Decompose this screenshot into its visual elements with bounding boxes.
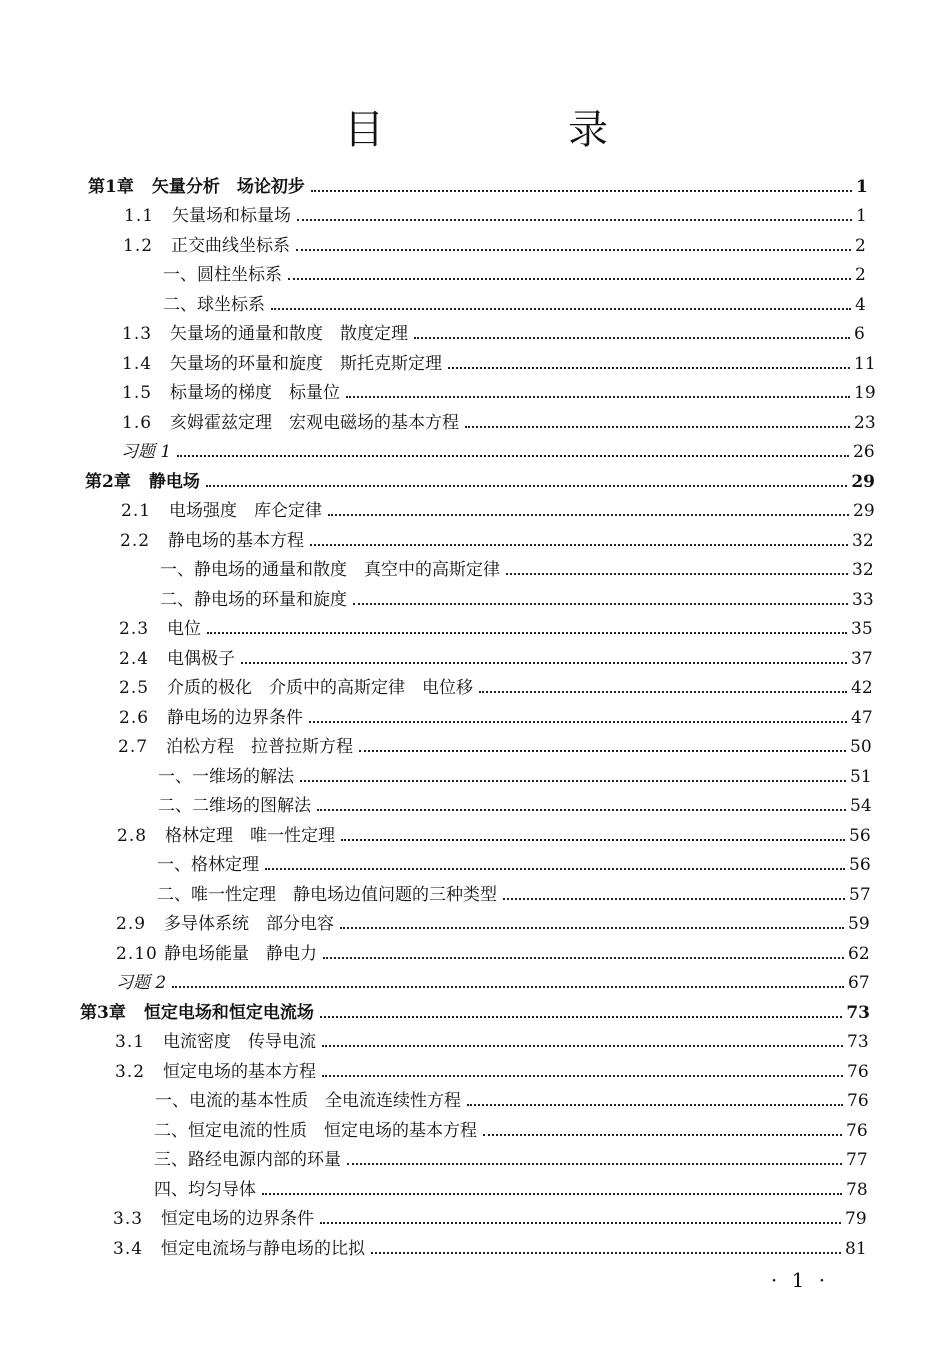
toc-entry-number: 1.4	[122, 353, 153, 374]
toc-entry-page: 35	[851, 619, 873, 639]
toc-entry-page: 50	[850, 737, 872, 757]
toc-entry-label	[115, 1032, 316, 1052]
dot-leader	[341, 839, 845, 841]
toc-entry-page: 29	[851, 471, 875, 492]
toc-entry-title: 静电场能量 静电力	[164, 943, 317, 964]
toc-entry-label	[124, 206, 291, 226]
toc-entry-page: 32	[852, 560, 874, 580]
dot-leader	[347, 1163, 842, 1165]
toc-entry	[0, 256, 877, 286]
toc-entry-title: 正交曲线坐标系	[171, 235, 290, 256]
toc-entry	[0, 403, 876, 433]
toc-entry-page: 79	[845, 1209, 867, 1229]
toc-entry-page: 23	[854, 412, 876, 433]
toc-entry-page: 81	[845, 1238, 867, 1259]
toc-entry	[0, 669, 873, 699]
toc-entry-label	[160, 590, 347, 610]
toc-entry	[0, 521, 874, 551]
toc-entry-title: 恒定电流场与静电场的比拟	[161, 1238, 365, 1259]
toc-entry-number: 1.5	[122, 383, 153, 403]
toc-entry-title: 习题 1	[121, 442, 172, 462]
toc-entry-title: 二、二维场的图解法	[158, 796, 311, 816]
toc-entry	[0, 344, 876, 374]
toc-entry	[0, 551, 874, 581]
dot-leader	[172, 986, 844, 988]
toc-entry-number: 2.4	[119, 648, 150, 669]
toc-entry-number: 1.2	[123, 235, 154, 256]
toc-entry	[0, 580, 874, 610]
toc-entry-label	[158, 796, 311, 816]
toc-entry-title: 二、恒定电流的性质 恒定电场的基本方程	[154, 1120, 477, 1141]
toc-entry	[0, 197, 878, 227]
toc-entry	[0, 462, 875, 492]
toc-entry	[0, 816, 871, 846]
toc-entry	[0, 1200, 867, 1230]
toc-entry-title: 格林定理 唯一性定理	[165, 825, 335, 846]
dot-leader	[262, 1193, 842, 1195]
toc-entry-title: 二、唯一性定理 静电场边值问题的三种类型	[157, 884, 497, 905]
dot-leader	[300, 780, 846, 782]
toc-entry-label	[119, 649, 235, 669]
toc-entry-title: 电流密度 传导电流	[163, 1032, 316, 1052]
toc-entry-label	[113, 1209, 314, 1229]
dot-leader	[177, 455, 849, 457]
toc-entry-label	[116, 914, 334, 934]
toc-entry-title: 电偶极子	[167, 648, 235, 669]
dot-leader	[296, 249, 851, 251]
toc-entry-label	[122, 383, 340, 403]
dot-leader	[503, 898, 845, 900]
toc-entry-label	[118, 737, 353, 757]
toc-entry-title: 矢量分析 场论初步	[151, 176, 305, 197]
toc-entry-page: 62	[848, 943, 870, 964]
dot-leader	[506, 573, 848, 575]
toc-entry	[0, 905, 870, 935]
dot-leader	[320, 1222, 841, 1224]
toc-entry-page: 67	[848, 973, 870, 993]
toc-entry-label	[157, 855, 259, 875]
toc-entry	[0, 1229, 867, 1259]
toc-entry	[0, 1170, 868, 1200]
toc-entry-number: 第3章	[80, 1002, 126, 1023]
toc-entry-label	[155, 1091, 461, 1111]
toc-entry-title: 二、球坐标系	[163, 294, 265, 315]
toc-entry-label	[154, 1121, 477, 1141]
toc-entry-title: 一、格林定理	[157, 855, 259, 875]
toc-entry-page: 76	[846, 1120, 868, 1141]
dot-leader	[322, 1075, 843, 1077]
toc-entry-page: 42	[851, 678, 873, 698]
toc-entry	[0, 728, 872, 758]
toc-entry-title: 泊松方程 拉普拉斯方程	[166, 737, 353, 757]
toc-entry-label	[119, 708, 303, 728]
toc-entry	[0, 875, 871, 905]
toc-entry-label	[115, 1062, 316, 1082]
dot-leader	[207, 632, 847, 634]
page-title: 目 录	[344, 107, 680, 153]
toc-entry-number: 2.6	[119, 707, 150, 728]
toc-entry-title: 多导体系统 部分电容	[164, 914, 334, 934]
dot-leader	[241, 662, 847, 664]
dot-leader	[479, 691, 847, 693]
toc-entry-page: 54	[850, 796, 872, 816]
toc-entry-page: 1	[856, 176, 868, 197]
dot-leader	[309, 721, 847, 723]
toc-entry	[0, 1082, 869, 1112]
toc-entry-number: 1.1	[124, 206, 155, 226]
toc-entry-title: 标量场的梯度 标量位	[170, 383, 340, 403]
toc-entry	[0, 787, 872, 817]
toc-entry-page: 19	[854, 383, 876, 403]
dot-leader	[323, 957, 844, 959]
toc-entry-label	[163, 295, 265, 315]
toc-entry-page: 29	[853, 501, 875, 521]
toc-entry-page: 4	[855, 294, 866, 315]
toc-entry-label	[122, 413, 459, 433]
toc-entry-title: 四、均匀导体	[154, 1179, 256, 1200]
toc-entry	[0, 610, 873, 640]
toc-entry-page: 78	[846, 1179, 868, 1200]
toc-entry-page: 37	[851, 648, 873, 669]
toc-entry-label	[123, 236, 290, 256]
toc-entry	[0, 639, 873, 669]
dot-leader	[310, 544, 848, 546]
toc-entry-page: 56	[849, 855, 871, 875]
toc-entry-label	[88, 177, 305, 197]
toc-entry	[0, 167, 878, 197]
toc-entry-number: 2.3	[119, 619, 150, 639]
toc-entry-number: 3.4	[113, 1238, 144, 1259]
toc-entry-number: 2.5	[119, 678, 150, 698]
dot-leader	[353, 603, 848, 605]
toc-entry-title: 恒定电场的边界条件	[161, 1209, 314, 1229]
toc-entry-title: 亥姆霍兹定理 宏观电磁场的基本方程	[170, 412, 459, 433]
toc-entry-label	[119, 678, 473, 698]
toc-entry-title: 静电场	[148, 471, 200, 492]
toc-entry-label	[80, 1003, 314, 1023]
toc-entry-title: 介质的极化 介质中的高斯定律 电位移	[167, 678, 473, 698]
toc-entry-title: 一、圆柱坐标系	[163, 265, 282, 285]
dot-leader	[483, 1134, 842, 1136]
toc-entry	[0, 1023, 869, 1053]
toc-entry-label	[121, 501, 322, 521]
toc-entry	[0, 993, 870, 1023]
toc-entry-title: 矢量场和标量场	[172, 206, 291, 226]
toc-entry-page: 51	[850, 766, 872, 787]
toc-entry-number: 2.9	[116, 914, 147, 934]
toc-entry-title: 一、电流的基本性质 全电流连续性方程	[155, 1091, 461, 1111]
dot-leader	[322, 1045, 843, 1047]
toc-entry-title: 电场强度 库仑定律	[169, 501, 322, 521]
toc-entry-label	[154, 1150, 341, 1170]
toc-entry	[0, 1052, 869, 1082]
toc-entry	[0, 315, 876, 345]
toc-entry-label	[157, 885, 497, 905]
toc-entry-number: 2.1	[121, 501, 152, 521]
toc-entry-page: 57	[849, 884, 871, 905]
toc-entry-number: 3.2	[115, 1061, 146, 1082]
toc-entry-label	[121, 442, 171, 462]
toc-entry-number: 3.1	[115, 1032, 146, 1052]
toc-entry-label	[160, 560, 500, 580]
toc-entry	[0, 374, 876, 404]
toc-entry-title: 二、静电场的环量和旋度	[160, 589, 347, 610]
toc-entry-title: 矢量场的通量和散度 散度定理	[170, 324, 408, 344]
toc-entry-page: 33	[852, 589, 874, 610]
toc-entry	[0, 964, 870, 994]
toc-entry-number: 第2章	[85, 471, 131, 492]
toc-entry-page: 2	[855, 265, 866, 285]
toc-entry-label	[122, 324, 408, 344]
toc-entry-page: 26	[853, 442, 875, 462]
toc-entry	[0, 846, 871, 876]
dot-leader	[340, 927, 844, 929]
dot-leader	[328, 514, 849, 516]
toc-entry-label	[85, 472, 200, 492]
toc-entry-page: 59	[848, 914, 870, 934]
toc-entry	[0, 433, 875, 463]
toc-entry-page: 73	[846, 1002, 870, 1023]
toc-entry-number: 2.8	[117, 825, 148, 846]
toc-entry-title: 一、一维场的解法	[158, 766, 294, 787]
toc-entry-title: 静电场的边界条件	[167, 707, 303, 728]
toc-entry-title: 恒定电场的基本方程	[163, 1061, 316, 1082]
toc-entry-label	[116, 944, 317, 964]
toc-entry-page: 6	[854, 324, 865, 344]
toc-entry-label	[158, 767, 294, 787]
toc-entry-number: 2.10	[116, 943, 158, 964]
toc-entry-label	[117, 826, 335, 846]
toc-entry-page: 11	[854, 353, 876, 374]
dot-leader	[465, 426, 850, 428]
toc-entry-label	[154, 1180, 256, 1200]
toc-entry-page: 2	[855, 235, 866, 256]
dot-leader	[206, 485, 847, 487]
toc-entry-label	[119, 619, 201, 639]
toc-entry-page: 32	[852, 530, 874, 551]
toc-entry-title: 三、路经电源内部的环量	[154, 1150, 341, 1170]
toc-entry-number: 1.6	[122, 412, 153, 433]
dot-leader	[320, 1016, 842, 1018]
dot-leader	[359, 750, 846, 752]
dot-leader	[346, 396, 850, 398]
toc-entry-title: 静电场的基本方程	[168, 530, 304, 551]
toc-entry	[0, 226, 877, 256]
toc-entry-page: 1	[856, 206, 867, 226]
toc-entry-title: 一、静电场的通量和散度 真空中的高斯定律	[160, 560, 500, 580]
dot-leader	[317, 809, 846, 811]
dot-leader	[414, 337, 850, 339]
toc-entry-label	[120, 531, 304, 551]
toc-entry-label	[113, 1239, 365, 1259]
page-number: · 1 ·	[770, 1268, 830, 1292]
dot-leader	[297, 219, 852, 221]
toc-entry	[0, 1111, 868, 1141]
toc-entry-number: 第1章	[88, 176, 134, 197]
toc-entry	[0, 1141, 868, 1171]
toc-entry-number: 2.7	[118, 737, 149, 757]
toc-entry-page: 77	[846, 1150, 868, 1170]
toc-entry-title: 恒定电场和恒定电流场	[143, 1002, 314, 1023]
dot-leader	[288, 278, 851, 280]
toc-entry-label	[122, 354, 442, 374]
toc-entry-page: 73	[847, 1032, 869, 1052]
toc-entry-page: 76	[847, 1061, 869, 1082]
toc-entry-page: 47	[851, 707, 873, 728]
toc-entry	[0, 698, 873, 728]
toc-entry-page: 56	[849, 825, 871, 846]
toc-entry	[0, 757, 872, 787]
toc-entry-number: 3.3	[113, 1209, 144, 1229]
dot-leader	[311, 190, 852, 192]
toc-entry-label	[163, 265, 282, 285]
dot-leader	[467, 1104, 843, 1106]
toc-entry	[0, 285, 877, 315]
dot-leader	[271, 308, 851, 310]
dot-leader	[448, 367, 850, 369]
toc-entry-number: 2.2	[120, 530, 151, 551]
toc-entry	[0, 934, 870, 964]
toc-entry-page: 76	[847, 1091, 869, 1111]
toc-entry-label	[116, 973, 166, 993]
toc-entry-number: 1.3	[122, 324, 153, 344]
dot-leader	[371, 1252, 841, 1254]
dot-leader	[265, 868, 845, 870]
toc-entry	[0, 492, 875, 522]
toc-entry-title: 电位	[167, 619, 201, 639]
toc-entry-title: 矢量场的环量和旋度 斯托克斯定理	[170, 353, 442, 374]
table-of-contents	[0, 167, 952, 1259]
toc-entry-title: 习题 2	[116, 973, 167, 993]
